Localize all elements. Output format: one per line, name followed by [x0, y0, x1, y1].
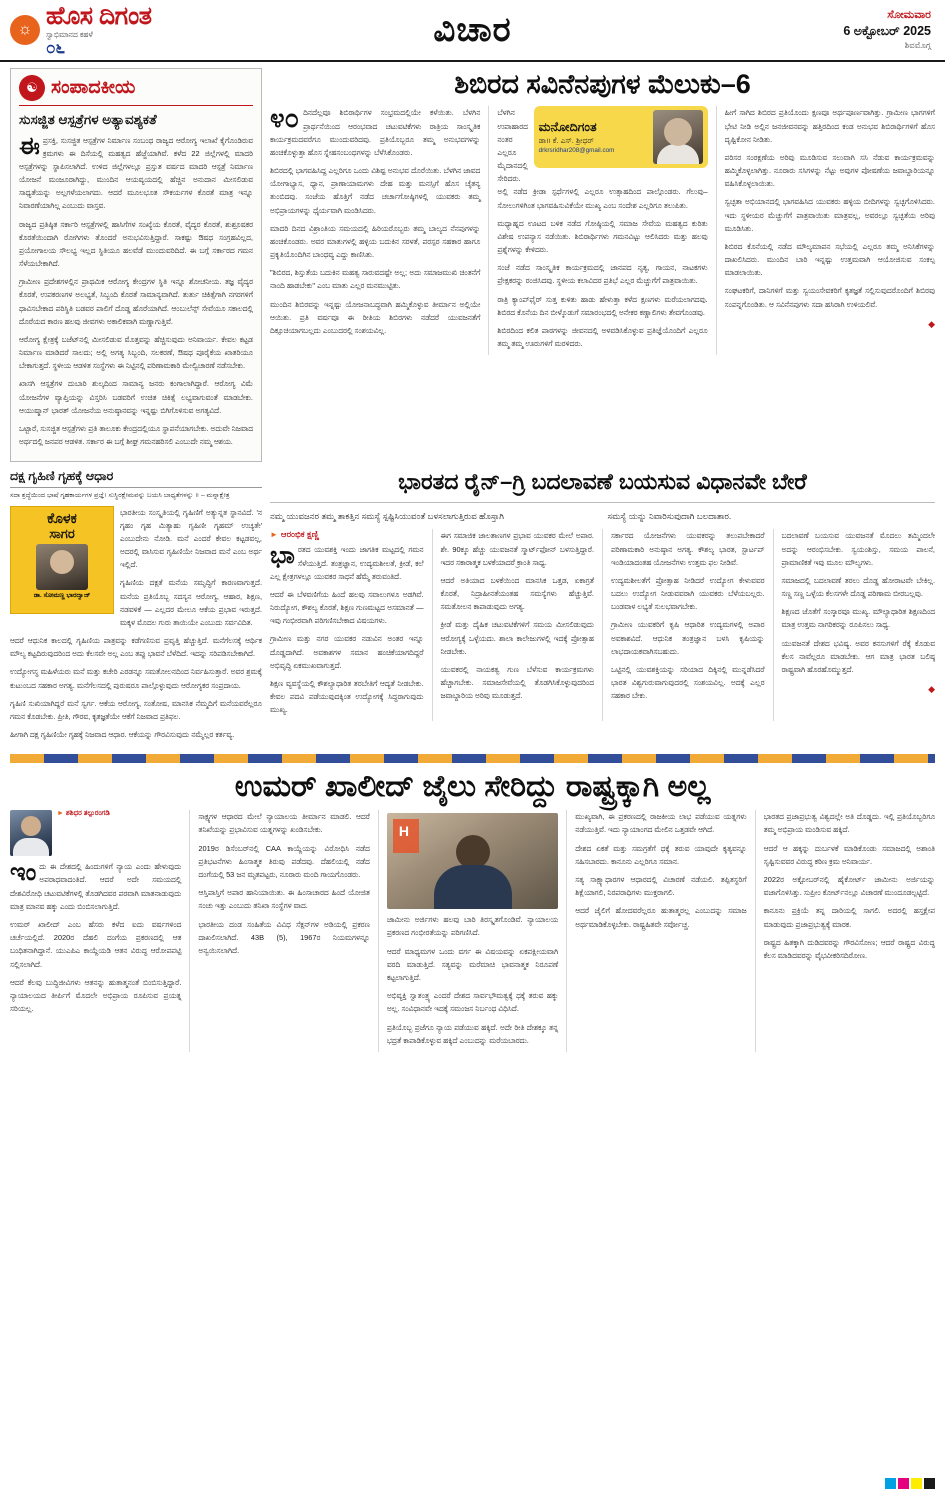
mid-story-subhead [270, 529, 424, 540]
mid-story-subhead-label: ಆರಂಭಿಕ ಕ್ಷಣ್ಣಿ [280, 529, 319, 540]
editorial-column [10, 68, 262, 462]
lead-para: ಶಿಬಿರದಲ್ಲಿ ಭಾಗವಹಿಸಿದ್ದ ಎಲ್ಲರಿಗೂ ಒಂದು ವಿಶಿಷ್ಟ ಅನುಭವ ದೊರೆಯಿತು. ಬೆಳಗಿನ ಜಾವದ ಯೋಗಾಭ್ಯಾಸ, ಧ್ಯಾನ, ಪ್ರಾಣಾಯಾಮಗಳು ದೇಹ ಮತ್ತು ಮನಸ್ಸಿಗೆ ಹೊಸ ಚೈತನ್ಯ ತುಂಬಿದವು. ಸಂಜೆಯ ಹೊತ್ತಿಗೆ ನಡೆದ ಚರ್ಚಾಗೋಷ್ಠಿಗಳಲ್ಲಿ ಯುವಕರು ತಮ್ಮ ಅಭಿಪ್ರಾಯಗಳನ್ನು ಧೈರ್ಯವಾಗಿ ಮಂಡಿಸಿದರು. [270, 166, 481, 215]
mid-column-2 [432, 529, 595, 721]
mid-para: ಸಮಾಜದಲ್ಲಿ ಬದಲಾವಣೆ ತರಲು ದೊಡ್ಡ ಹೋರಾಟವೇ ಬೇಕಿಲ್ಲ. ಸಣ್ಣ ಸಣ್ಣ ಒಳ್ಳೆಯ ಕೆಲಸಗಳೇ ದೊಡ್ಡ ಪರಿಣಾಮ ಬೀರಬಲ್ಲವು. [781, 575, 935, 599]
column-para: ಉದ್ಯೋಗಸ್ಥ ಮಹಿಳೆಯರು ಮನೆ ಮತ್ತು ಕಚೇರಿ ಎರಡನ್ನೂ ಸಮತೋಲನದಿಂದ ನಿರ್ವಹಿಸುತ್ತಾರೆ. ಅವರ ಶ್ರಮಕ್ಕೆ ಕುಟುಂಬದ ಸಹಕಾರ ಅಗತ್ಯ. ಮನೆಗೆಲಸದಲ್ಲಿ ಪುರುಷರೂ ಪಾಲ್ಗೊಳ್ಳುವುದು ಆರೋಗ್ಯಕರ ಸಂಪ್ರದಾಯ. [10, 667, 262, 690]
page-body [0, 62, 945, 1052]
columnist-name: ಡಾ. ಸೋಮಣ್ಣ ಭಾರದ್ವಾಜ್ [33, 591, 91, 599]
lead-para: ಶಿಬಿರದ ಕೊನೆಯಲ್ಲಿ ನಡೆದ ಮೌಲ್ಯಮಾಪನ ಸಭೆಯಲ್ಲಿ ಎಲ್ಲರೂ ತಮ್ಮ ಅನಿಸಿಕೆಗಳನ್ನು ದಾಖಲಿಸಿದರು. ಮುಂದಿನ ಬಾರಿ ಇನ್ನಷ್ಟು ಉತ್ತಮವಾಗಿ ಆಯೋಜಿಸುವ ಸಂಕಲ್ಪ ಮಾಡಲಾಯಿತು. [724, 241, 935, 278]
editorial-para: ಒಟ್ಟಾರೆ, ಸುಸಜ್ಜಿತ ಆಸ್ಪತ್ರೆಗಳು ಪ್ರತಿ ತಾಲೂಕು ಕೇಂದ್ರದಲ್ಲಿಯೂ ಸ್ಥಾಪನೆಯಾಗಬೇಕು. ಅದುವೇ ನಿಜವಾದ ಅರ್ಥದಲ್ಲಿ ಜನಪರ ಆಡಳಿತ. ಸರ್ಕಾರ ಈ ಬಗ್ಗೆ ಶೀಘ್ರ ಗಮನಹರಿಸಲಿ ಎಂಬುದೇ ನಮ್ಮ ಆಶಯ. [19, 423, 253, 447]
photo-subject-head [456, 835, 490, 869]
lead-para: ಮುಂದಿನ ಶಿಬಿರವನ್ನು ಇನ್ನಷ್ಟು ಯೋಜನಾಬದ್ಧವಾಗಿ ಹಮ್ಮಿಕೊಳ್ಳುವ ತೀರ್ಮಾನ ಅಲ್ಲಿಯೇ ಆಯಿತು. ಪ್ರತಿ ವರ್ಷವೂ ಈ ರೀತಿಯ ಶಿಬಿರಗಳು ನಡೆದರೆ ಯುವಜನತೆಗೆ ದಿಕ್ಸೂಚಿಯಾಗಬಲ್ಲದು ಎಂಬುದರಲ್ಲಿ ಸಂಶಯವಿಲ್ಲ. [270, 299, 481, 335]
column-para: ಗೃಹಿಣಿಯ ದಕ್ಷತೆ ಮನೆಯ ಸಮೃದ್ಧಿಗೆ ಕಾರಣವಾಗುತ್ತದೆ. ಮನೆಯ ಪ್ರತಿಯೊಬ್ಬ ಸದಸ್ಯನ ಆರೋಗ್ಯ, ಆಹಾರ, ಶಿಕ್ಷಣ, ನಡವಳಿಕೆ — ಎಲ್ಲದರ ಮೇಲೂ ಆಕೆಯ ಪ್ರಭಾವ ಇರುತ್ತದೆ. ಮಕ್ಕಳ ಮೊದಲ ಗುರು ತಾಯಿಯೇ ಎಂಬುದು ಸರ್ವವಿದಿತ. [120, 578, 262, 627]
bottom-para: ರಾಷ್ಟ್ರದ ಹಿತಕ್ಕಾಗಿ ದುಡಿದವರನ್ನು ಗೌರವಿಸೋಣ; ಆದರೆ ರಾಷ್ಟ್ರದ ವಿರುದ್ಧ ಕೆಲಸ ಮಾಡಿದವರನ್ನು ವೈಭವೀಕರಿಸದಿರೋಣ. [763, 937, 936, 960]
column-para: ಗೃಹಿಣಿ ಸುಖಿಯಾಗಿದ್ದರೆ ಮನೆ ಸ್ವರ್ಗ. ಆಕೆಯ ಆರೋಗ್ಯ, ಸಂತೋಷ, ಮಾನಸಿಕ ನೆಮ್ಮದಿಗೆ ಮನೆಯವರೆಲ್ಲರೂ ಗಮನ ಕೊಡಬೇಕು. ಪ್ರೀತಿ, ಗೌರವ, ಕೃತಜ್ಞತೆಯೇ ಆಕೆಗೆ ನಿಜವಾದ ಪ್ರತಿಫಲ. [10, 698, 262, 721]
mid-para: ಗ್ರಾಮೀಣ ಮತ್ತು ನಗರ ಯುವಕರ ನಡುವಿನ ಅಂತರ ಇನ್ನೂ ದೊಡ್ಡದಾಗಿದೆ. ಅವಕಾಶಗಳ ಸಮಾನ ಹಂಚಿಕೆಯಾಗದಿದ್ದರೆ ಅಭಿವೃದ್ಧಿ ಏಕಮುಖವಾಗುತ್ತದೆ. [270, 634, 424, 670]
editorial-para: ಗ್ರಾಮೀಣ ಪ್ರದೇಶಗಳಲ್ಲಿನ ಪ್ರಾಥಮಿಕ ಆರೋಗ್ಯ ಕೇಂದ್ರಗಳ ಸ್ಥಿತಿ ಇನ್ನೂ ಶೋಚನೀಯ. ತಜ್ಞ ವೈದ್ಯರ ಕೊರತೆ, ಉಪಕರಣಗಳ ಅಲಭ್ಯತೆ, ಸಿಬ್ಬಂದಿ ಕೊರತೆ ಸಾಮಾನ್ಯವಾಗಿದೆ. ತುರ್ತು ಚಿಕಿತ್ಸೆಗಾಗಿ ನಗರಗಳಿಗೆ ಧಾವಿಸಬೇಕಾದ ಪರಿಸ್ಥಿತಿ ಬಡವರ ಪಾಲಿಗೆ ದೊಡ್ಡ ಹೊರೆಯಾಗಿದೆ. ಆಂಬುಲೆನ್ಸ್ ಸೇವೆಯೂ ಸಕಾಲದಲ್ಲಿ ದೊರೆಯದ ಕಾರಣ ಹಲವು ಜೀವಗಳು ಅಕಾಲಿಕವಾಗಿ ಮಣ್ಣಾಗುತ್ತಿವೆ. [19, 277, 253, 326]
byline-name [57, 810, 110, 856]
mid-story-intro-right: ಸಮಸ್ಯೆ ಯನ್ನು ನಿವಾರಿಸುವುದಾಗಿ ಬಲದಾತಾರ. [607, 510, 732, 521]
banner-letter: H [398, 823, 409, 840]
author-badge[interactable] [534, 106, 708, 168]
bottom-para: ಜಾಮೀನು ಅರ್ಜಿಗಳು ಹಲವು ಬಾರಿ ತಿರಸ್ಕೃತಗೊಂಡಿವೆ. ನ್ಯಾಯಾಲಯ ಪ್ರಕರಣದ ಗಂಭೀರತೆಯನ್ನು ಪರಿಗಣಿಸಿದೆ. [386, 915, 559, 938]
bottom-headline: ಉಮರ್ ಖಾಲೀದ್ ಜೈಲು ಸೇರಿದ್ದು ರಾಷ್ಟ್ರಕ್ಕಾಗಿ ಅಲ್ಲ [234, 770, 711, 804]
lead-column-3 [716, 106, 935, 355]
editorial-para: ರಾಜ್ಯದ ಪ್ರತಿಷ್ಠಿತ ಸರ್ಕಾರಿ ಆಸ್ಪತ್ರೆಗಳಲ್ಲಿ ಹಾಸಿಗೆಗಳ ಸಂಖ್ಯೆಯ ಕೊರತೆ, ವೈದ್ಯರ ಕೊರತೆ, ಶುಶ್ರೂಷಕರ ಕೊರತೆಯಿಂದಾಗಿ ರೋಗಿಗಳು ತೊಂದರೆ ಅನುಭವಿಸುತ್ತಿದ್ದಾರೆ. ಸಾಕಷ್ಟು ಔಷಧ ಸಂಗ್ರಹವಿಲ್ಲದ, ಪ್ರಯೋಗಾಲಯ ಸೌಲಭ್ಯ ಇಲ್ಲದ ಸ್ಥಿತಿಯೂ ಹಲವೆಡೆ ಮುಂದುವರಿದಿದೆ. ಈ ಬಗ್ಗೆ ಸರ್ಕಾರದ ಗಮನ ಸೆಳೆಯಬೇಕಾಗಿದೆ. [19, 219, 253, 269]
column-article-subtitle: ಸದಾ ಶ್ರದ್ಧೆಯಿಂದ ಭಾಷೆ ಗೃಹಕಾರ್ಯಗಳ ಪ್ರಜ್ಞೆ। ಸುಸ್ಥಿರಕ್ಷೇಮವನ್ನು ಬಯಸಿ ಬಾಧ್ಯತೆಗಳನ್ನು ॥ – ಮನ್ನಾಕ್ಷೇತ್ರ [10, 492, 230, 500]
color-mark-magenta [898, 1478, 909, 1489]
columnist-badge-line1: ಕೊಳಕ [47, 509, 77, 526]
bottom-columns [10, 810, 935, 1052]
mid-story-intro-left: ನಮ್ಮ ಯುವಜನರ ತಮ್ಮ ತಾಕತ್ತಿನ ಸಮಸ್ಯೆ ಸ್ಪಷ್ಟಿಸಿಯುವಂತೆ ಬಳಸಲಾಗುತ್ತಿರುವ ಹೊಸ್ತಾಗಿ [270, 510, 504, 521]
lead-para: ಹೀಗೆ ಸಾಗಿದ ಶಿಬಿರದ ಪ್ರತಿಯೊಂದು ಕ್ಷಣವೂ ಅರ್ಥಪೂರ್ಣವಾಗಿತ್ತು. ಗ್ರಾಮೀಣ ಭಾಗಗಳಿಗೆ ಭೇಟಿ ನೀಡಿ ಅಲ್ಲಿನ ಜನಜೀವನವನ್ನು ಹತ್ತಿರದಿಂದ ಕಂಡ ಅನುಭವ ಶಿಬಿರಾರ್ಥಿಗಳಿಗೆ ಹೊಸ ದೃಷ್ಟಿಕೋನ ನೀಡಿತು. [724, 108, 935, 144]
byline-name-label: ಶಶಿಧರ ತಲ್ಪುರಂಗಡಿ [65, 810, 110, 818]
lead-column-2 [488, 106, 707, 355]
triangle-bullet-icon: ► [57, 810, 64, 818]
mid-para: ಕ್ರೀಡೆ ಮತ್ತು ದೈಹಿಕ ಚಟುವಟಿಕೆಗಳಿಗೆ ಸಮಯ ಮೀಸಲಿಡುವುದು ಆರೋಗ್ಯಕ್ಕೆ ಒಳ್ಳೆಯದು. ಶಾಲಾ ಕಾಲೇಜುಗಳಲ್ಲಿ ಇದಕ್ಕೆ ಪ್ರೋತ್ಸಾಹ ನೀಡಬೇಕು. [440, 620, 594, 656]
mid-para: ಉದ್ಯಮಶೀಲತೆಗೆ ಪ್ರೋತ್ಸಾಹ ನೀಡಿದರೆ ಉದ್ಯೋಗ ಕೇಳುವವರ ಬದಲು ಉದ್ಯೋಗ ನೀಡುವವರಾಗಿ ಯುವಕರು ಬೆಳೆಯಬಲ್ಲರು. ಬಂಡವಾಳ ಲಭ್ಯತೆ ಸುಲಭವಾಗಬೇಕು. [611, 575, 765, 612]
bottom-para: ದೇಶದ ಏಕತೆ ಮತ್ತು ಸಮಗ್ರತೆಗೆ ಧಕ್ಕೆ ತರುವ ಯಾವುದೇ ಕೃತ್ಯವನ್ನೂ ಸಹಿಸಬಾರದು. ಕಾನೂನು ಎಲ್ಲರಿಗೂ ಸಮಾನ. [575, 843, 747, 866]
bottom-para: ಆದರೆ ಕೆಲವು ಬುದ್ಧಿಜೀವಿಗಳು ಆತನನ್ನು ಹುತಾತ್ಮನಂತೆ ಬಿಂಬಿಸುತ್ತಿದ್ದಾರೆ. ನ್ಯಾಯಾಲಯದ ತೀರ್ಪಿಗೆ ಮೊದಲೇ ಅಭಿಪ್ರಾಯ ರೂಪಿಸುವ ಪ್ರಯತ್ನ ಸರಿಯಲ್ಲ. [10, 977, 182, 1014]
logo-title: ಹೊಸ ದಿಗಂತ [46, 1, 152, 30]
author-badge-name: ಮನೋದಿಗಂತ [538, 119, 597, 134]
mid-para: ಆದರೆ ಈ ಬೆಳವಣಿಗೆಯ ಹಿಂದೆ ಹಲವು ಸವಾಲುಗಳೂ ಅಡಗಿವೆ. ನಿರುದ್ಯೋಗ, ಕೌಶಲ್ಯ ಕೊರತೆ, ಶಿಕ್ಷಣ ಗುಣಮಟ್ಟದ ಅಸಮಾನತೆ — ಇವು ಗಂಭೀರವಾಗಿ ಪರಿಗಣಿಸಬೇಕಾದ ವಿಷಯಗಳು. [270, 589, 424, 626]
mid-para: ಭಾರತದ ಯುವಶಕ್ತಿ ಇಂದು ಜಾಗತಿಕ ಮಟ್ಟದಲ್ಲಿ ಗಮನ ಸೆಳೆಯುತ್ತಿದೆ. ತಂತ್ರಜ್ಞಾನ, ಉದ್ಯಮಶೀಲತೆ, ಕ್ರೀಡೆ, ಕಲೆ ಎಲ್ಲ ಕ್ಷೇತ್ರಗಳಲ್ಲೂ ಯುವಕರ ಸಾಧನೆ ಹೆಮ್ಮೆ ತರುವಂತಿದೆ. [270, 542, 424, 581]
triangle-bullet-icon: ► [270, 530, 278, 540]
lead-para: ಸಂಘಟಕರಿಗೆ, ದಾನಿಗಳಿಗೆ ಮತ್ತು ಸ್ವಯಂಸೇವಕರಿಗೆ ಕೃತಜ್ಞತೆ ಸಲ್ಲಿಸುವುದರೊಂದಿಗೆ ಶಿಬಿರವು ಸಂಪನ್ನಗೊಂಡಿತು. ಆ ಸವಿನೆನಪುಗಳು ಸದಾ ಹಸಿರಾಗಿ ಉಳಿಯಲಿವೆ. [724, 286, 935, 309]
mid-story-columns [270, 529, 935, 721]
mid-column-1 [270, 529, 424, 721]
lead-para: ಮಾದರಿ ದಿನದ ವಿಶ್ರಾಂತಿಯ ಸಮಯದಲ್ಲಿ ಹಿರಿಯರೊಬ್ಬರು ತಮ್ಮ ಬಾಲ್ಯದ ನೆನಪುಗಳನ್ನು ಹಂಚಿಕೊಂಡರು. ಅವರ ಮಾತುಗಳಲ್ಲಿ ಹಳ್ಳಿಯ ಬದುಕಿನ ಸರಳತೆ, ಪರಸ್ಪರ ಸಹಕಾರ ಹಾಗೂ ಪ್ರಕೃತಿಯೊಂದಿಗಿನ ಬಾಂಧವ್ಯ ಎದ್ದು ಕಾಣಿಸಿತು. [270, 223, 481, 260]
bottom-para: ಸಾಕ್ಷ್ಯಗಳ ಆಧಾರದ ಮೇಲೆ ನ್ಯಾಯಾಲಯ ತೀರ್ಮಾನ ಮಾಡಲಿ. ಆದರೆ ತನಿಖೆಯನ್ನು ಪ್ರಭಾವಿಸುವ ಯತ್ನಗಳನ್ನು ಖಂಡಿಸಬೇಕು. [198, 812, 370, 835]
top-section [10, 68, 935, 462]
mid-para: ಶಿಕ್ಷಣದ ಜೊತೆಗೆ ಸಂಸ್ಕಾರವೂ ಮುಖ್ಯ. ಮೌಲ್ಯಾಧಾರಿತ ಶಿಕ್ಷಣದಿಂದ ಮಾತ್ರ ಉತ್ತಮ ನಾಗರಿಕರನ್ನು ರೂಪಿಸಲು ಸಾಧ್ಯ. [781, 607, 935, 630]
bottom-para: ಆದರೆ ಮಾಧ್ಯಮಗಳ ಒಂದು ವರ್ಗ ಈ ವಿಷಯವನ್ನು ಏಕಪಕ್ಷೀಯವಾಗಿ ವರದಿ ಮಾಡುತ್ತಿದೆ. ಸತ್ಯವನ್ನು ಮರೆಮಾಚಿ ಭಾವನಾತ್ಮಕ ನಿರೂಪಣೆ ಕಟ್ಟಲಾಗುತ್ತಿದೆ. [386, 946, 559, 982]
decorative-band [10, 754, 935, 763]
bottom-para: ಕಾನೂನು ಪ್ರಕ್ರಿಯೆ ತನ್ನ ದಾರಿಯಲ್ಲಿ ಸಾಗಲಿ. ಅದರಲ್ಲಿ ಹಸ್ತಕ್ಷೇಪ ಮಾಡುವುದು ಪ್ರಜಾಪ್ರಭುತ್ವಕ್ಕೆ ಮಾರಕ. [763, 906, 936, 929]
mid-para: ಗ್ರಾಮೀಣ ಯುವಕರಿಗೆ ಕೃಷಿ ಆಧಾರಿತ ಉದ್ಯಮಗಳಲ್ಲಿ ಅಪಾರ ಅವಕಾಶವಿದೆ. ಆಧುನಿಕ ತಂತ್ರಜ್ಞಾನ ಬಳಸಿ ಕೃಷಿಯನ್ನು ಲಾಭದಾಯಕವಾಗಿಸಬಹುದು. [611, 620, 765, 656]
lead-headline: ಶಿಬಿರದ ಸವಿನೆನಪುಗಳ ಮೆಲುಕು–6 [454, 69, 751, 99]
editorial-para: ಖಾಸಗಿ ಆಸ್ಪತ್ರೆಗಳ ದುಬಾರಿ ಶುಲ್ಕದಿಂದ ಸಾಮಾನ್ಯ ಜನರು ಕಂಗಾಲಾಗಿದ್ದಾರೆ. ಆರೋಗ್ಯ ವಿಮೆ ಯೋಜನೆಗಳ ವ್ಯಾಪ್ತಿಯನ್ನು ವಿಸ್ತರಿಸಿ ಬಡವರಿಗೆ ಉಚಿತ ಚಿಕಿತ್ಸೆ ಲಭ್ಯವಾಗುವಂತೆ ಮಾಡಬೇಕು. ಆಯುಷ್ಮಾನ್ ಭಾರತ್ ಯೋಜನೆಯ ಅನುಷ್ಠಾನವನ್ನು ಇನ್ನಷ್ಟು ಬಿಗಿಗೊಳಿಸುವ ಅಗತ್ಯವಿದೆ. [19, 379, 253, 415]
bottom-column-5 [755, 810, 935, 1052]
author-badge-email[interactable]: drkrsridhar208@gmail.com [538, 146, 615, 154]
editorial-box [10, 68, 262, 462]
column-article-title: ದಕ್ಷ ಗೃಹಿಣಿ ಗೃಹಕ್ಕೆ ಆಧಾರ [10, 469, 262, 488]
columnist-badge-line2: ಸಾಗರ [49, 525, 75, 541]
bottom-para: ಮುಖ್ಯವಾಗಿ, ಈ ಪ್ರಕರಣದಲ್ಲಿ ರಾಜಕೀಯ ಲಾಭ ಪಡೆಯುವ ಯತ್ನಗಳು ನಡೆಯುತ್ತಿವೆ. ಇದು ನ್ಯಾಯಾಂಗದ ಮೇಲಿನ ಒತ್ತಡವೇ ಆಗಿದೆ. [575, 812, 747, 835]
column-article [10, 469, 262, 746]
bottom-column-3 [378, 810, 558, 1052]
byline[interactable] [10, 810, 181, 856]
mid-story [270, 469, 935, 746]
mid-column-4 [773, 529, 936, 721]
dateline-date: 6 ಅಕ್ಟೋಬರ್ 2025 [843, 24, 931, 39]
lead-columns [270, 103, 935, 355]
lead-para: ಶಿಬಿರದಿಂದ ಕಲಿತ ಪಾಠಗಳನ್ನು ಜೀವನದಲ್ಲಿ ಅಳವಡಿಸಿಕೊಳ್ಳುವ ಪ್ರತಿಜ್ಞೆಯೊಂದಿಗೆ ಎಲ್ಲರೂ ತಮ್ಮ ತಮ್ಮ ಊರುಗಳಿಗೆ ಮರಳಿದರು. [497, 325, 708, 349]
mid-para: ಆದರೆ ಅತಿಯಾದ ಬಳಕೆಯಿಂದ ಮಾನಸಿಕ ಒತ್ತಡ, ಏಕಾಗ್ರತೆ ಕೊರತೆ, ನಿದ್ರಾಹೀನತೆಯಂತಹ ಸಮಸ್ಯೆಗಳು ಹೆಚ್ಚುತ್ತಿವೆ. ಸಮತೋಲನ ಕಾಪಾಡುವುದು ಅಗತ್ಯ. [440, 575, 594, 612]
drop-numeral: ೪೦ [270, 103, 300, 134]
photo-subject-body [434, 865, 512, 909]
color-mark-cyan [885, 1478, 896, 1489]
bottom-column-1 [10, 810, 181, 1052]
logo-subtitle: ಸ್ವಾಭಿಮಾನದ ಕಹಳೆ [46, 29, 93, 39]
lamp-emblem-icon: ☯ [19, 75, 45, 101]
bottom-para: ಇಂದು ಈ ದೇಶದಲ್ಲಿ ಹಿಂದುಗಳಿಗೆ ನ್ಯಾಯ ಎಂದು ಹೇಳುವುದು ಅಪರಾಧವಾದಂತಿದೆ. ಆದರೆ ಅದೇ ಸಮಯದಲ್ಲಿ ದೇಶವಿರೋಧಿ ಚಟುವಟಿಕೆಗಳಲ್ಲಿ ತೊಡಗಿದವರ ಪರವಾಗಿ ಮಾತನಾಡುವುದು ಮಾತ್ರ ಮಾನವ ಹಕ್ಕು ಎಂದು ಬಿಂಬಿಸಲಾಗುತ್ತಿದೆ. [10, 859, 182, 911]
editorial-header [19, 75, 253, 106]
mid-para: ಒಟ್ಟಿನಲ್ಲಿ ಯುವಶಕ್ತಿಯನ್ನು ಸರಿಯಾದ ದಿಕ್ಕಿನಲ್ಲಿ ಮುನ್ನಡೆಸಿದರೆ ಭಾರತ ವಿಶ್ವಗುರುವಾಗುವುದರಲ್ಲಿ ಸಂಶಯವಿಲ್ಲ. ಅದಕ್ಕೆ ಎಲ್ಲರ ಸಹಕಾರ ಬೇಕು. [611, 664, 765, 701]
lead-para: ಬೆಳಗಿನ ಉಪಾಹಾರದ ನಂತರ ಎಲ್ಲರೂ ಮೈದಾನದಲ್ಲಿ ಸೇರಿದರು. ಅಲ್ಲಿ ನಡೆದ ಕ್ರೀಡಾ ಸ್ಪರ್ಧೆಗಳಲ್ಲಿ ಎಲ್ಲರೂ ಉತ್ಸಾಹದಿಂದ ಪಾಲ್ಗೊಂಡರು. ಗೆಲುವು–ಸೋಲುಗಳಿಗಿಂತ ಭಾಗವಹಿಸುವಿಕೆಯೇ ಮುಖ್ಯ ಎಂಬ ಸಂದೇಶ ಎಲ್ಲರಿಗೂ ತಲುಪಿತು. [497, 108, 708, 210]
bottom-para: ಅಭಿವ್ಯಕ್ತಿ ಸ್ವಾತಂತ್ರ್ಯ ಎಂದರೆ ದೇಶದ ಸಾರ್ವಭೌಮತ್ವಕ್ಕೆ ಧಕ್ಕೆ ತರುವ ಹಕ್ಕು ಅಲ್ಲ. ಸಂವಿಧಾನವೇ ಇದಕ್ಕೆ ಸಮಂಜಸ ನಿರ್ಬಂಧ ವಿಧಿಸಿದೆ. [386, 991, 559, 1014]
lead-para: ಸ್ವಚ್ಛತಾ ಅಭಿಯಾನದಲ್ಲಿ ಭಾಗವಹಿಸಿದ ಯುವಕರು ಹಳ್ಳಿಯ ಬೀದಿಗಳನ್ನು ಸ್ವಚ್ಛಗೊಳಿಸಿದರು. ಇದು ಸ್ಥಳೀಯರ ಮೆಚ್ಚುಗೆಗೆ ಪಾತ್ರವಾಯಿತು ಮಾತ್ರವಲ್ಲ, ಅವರಲ್ಲೂ ಸ್ವಚ್ಛತೆಯ ಅರಿವು ಮೂಡಿಸಿತು. [724, 197, 935, 233]
mid-para: ಯುವಜನತೆ ದೇಶದ ಭವಿಷ್ಯ. ಅವರ ಕನಸುಗಳಿಗೆ ರೆಕ್ಕೆ ಕೊಡುವ ಕೆಲಸ ನಾವೆಲ್ಲರೂ ಮಾಡಬೇಕು. ಆಗ ಮಾತ್ರ ಭಾರತ ಬಲಿಷ್ಠ ರಾಷ್ಟ್ರವಾಗಿ ಹೊರಹೊಮ್ಮುತ್ತದೆ. [781, 638, 935, 674]
lead-para: ರಾತ್ರಿ ಕ್ಯಾಂಪ್‌ಫೈರ್ ಸುತ್ತ ಕುಳಿತು ಹಾಡು ಹೇಳುತ್ತಾ ಕಳೆದ ಕ್ಷಣಗಳು ಮರೆಯಲಾಗದವು. ಶಿಬಿರದ ಕೊನೆಯ ದಿನ ಬೀಳ್ಕೊಡುಗೆ ಸಮಾರಂಭದಲ್ಲಿ ಅನೇಕರ ಕಣ್ಣಾಲಿಗಳು ತೇವಗೊಂಡವು. [497, 294, 708, 317]
bottom-para: ಆಸ್ತಿಪಾಸ್ತಿಗೆ ಅಪಾರ ಹಾನಿಯಾಯಿತು. ಈ ಹಿಂಸಾಚಾರದ ಹಿಂದೆ ಯೋಜಿತ ಸಂಚು ಇತ್ತು ಎಂಬುದು ತನಿಖಾ ಸಂಸ್ಥೆಗಳ ವಾದ. [198, 888, 370, 911]
byline-portrait [10, 810, 52, 856]
lead-para: ಮಧ್ಯಾಹ್ನದ ಊಟದ ಬಳಿಕ ನಡೆದ ಗೋಷ್ಠಿಯಲ್ಲಿ ಸಮಾಜ ಸೇವೆಯ ಮಹತ್ವದ ಕುರಿತು ವಿಶೇಷ ಉಪನ್ಯಾಸ ನಡೆಯಿತು. ಶಿಬಿರಾರ್ಥಿಗಳು ಗಮನವಿಟ್ಟು ಆಲಿಸಿದರು ಮತ್ತು ಹಲವು ಪ್ರಶ್ನೆಗಳನ್ನು ಕೇಳಿದರು. [497, 218, 708, 255]
bottom-para: 2022ರ ಅಕ್ಟೋಬರ್‌ನಲ್ಲಿ ಹೈಕೋರ್ಟ್ ಜಾಮೀನು ಅರ್ಜಿಯನ್ನು ವಜಾಗೊಳಿಸಿತ್ತು. ಸುಪ್ರೀಂ ಕೋರ್ಟ್‌ನಲ್ಲೂ ವಿಚಾರಣೆ ಮುಂದೂಡಲ್ಪಟ್ಟಿದೆ. [763, 874, 936, 898]
column-para: ಆದರೆ ಆಧುನಿಕ ಕಾಲದಲ್ಲಿ ಗೃಹಿಣಿಯ ಪಾತ್ರವನ್ನು ಕಡೆಗಣಿಸುವ ಪ್ರವೃತ್ತಿ ಹೆಚ್ಚುತ್ತಿದೆ. ಮನೆಗೆಲಸಕ್ಕೆ ಆರ್ಥಿಕ ಮೌಲ್ಯ ಕಟ್ಟದಿರುವುದರಿಂದ ಅದು ಕೆಲಸವೇ ಅಲ್ಲ ಎಂಬ ತಪ್ಪು ಭಾವನೆ ಬೆಳೆದಿದೆ. ಇದನ್ನು ಸರಿಪಡಿಸಬೇಕಾಗಿದೆ. [10, 636, 262, 659]
lead-story [270, 68, 935, 462]
editorial-para: ಈಪ್ರಸಕ್ತಿ, ಸುಸಜ್ಜಿತ ಆಸ್ಪತ್ರೆಗಳ ನಿರ್ಮಾಣ ಸಂಬಂಧ ರಾಜ್ಯದ ಆರೋಗ್ಯ ಇಲಾಖೆ ಕೈಗೊಂಡಿರುವ ಕ್ರಮಗಳು ಈ ದಿಸೆಯಲ್ಲಿ ಮಹತ್ವದ ಹೆಜ್ಜೆಯಾಗಿವೆ. ಕಳೆದ 22 ಜಿಲ್ಲೆಗಳಲ್ಲಿ ಮಾದರಿ ಆಸ್ಪತ್ರೆಗಳನ್ನು ಸ್ಥಾಪಿಸಲಾಗಿದೆ. ಉಳಿದ ಜಿಲ್ಲೆಗಳಲ್ಲೂ ಪ್ರಸ್ತುತ ವರ್ಷದ ಮಾದರಿ ಆಸ್ಪತ್ರೆ ನಿರ್ಮಾಣ ಯೋಜನೆ ಮಂಜೂರಾಗಿದ್ದು, ಮುಂದಿನ ಆಯವ್ಯಯದಲ್ಲಿ ಹೆಚ್ಚಿನ ಅನುದಾನ ಮೀಸಲಿಡುವ ಸಾಧ್ಯತೆಯನ್ನು ಅಲ್ಲಗಳೆಯಲಾಗದು. ಆದರೆ ಮೂಲಭೂತ ಸೌಕರ್ಯಗಳ ಕೊರತೆ ಮಾತ್ರ ಇನ್ನೂ ನಿವಾರಣೆಯಾಗಿಲ್ಲ ಎಂಬುದು ವಾಸ್ತವ. [19, 132, 253, 211]
end-diamond-icon: ◆ [928, 684, 935, 695]
columnist-badge[interactable] [10, 506, 114, 614]
dateline-day: ಸೋಮವಾರ [887, 9, 931, 22]
dateline-place: ಶಿವಮೊಗ್ಗ [904, 40, 931, 51]
color-mark-black [924, 1478, 935, 1489]
editorial-para: ಆರೋಗ್ಯ ಕ್ಷೇತ್ರಕ್ಕೆ ಬಜೆಟ್‌ನಲ್ಲಿ ಮೀಸಲಿಡುವ ಮೊತ್ತವನ್ನು ಹೆಚ್ಚಿಸುವುದು ಅನಿವಾರ್ಯ. ಕೇವಲ ಕಟ್ಟಡ ನಿರ್ಮಾಣ ಮಾಡಿದರೆ ಸಾಲದು; ಅಲ್ಲಿ ಅಗತ್ಯ ಸಿಬ್ಬಂದಿ, ಸಲಕರಣೆ, ಔಷಧ ಪೂರೈಕೆಯ ಖಾತರಿಯೂ ಬೇಕಾಗುತ್ತದೆ. ಸ್ಥಳೀಯ ಆಡಳಿತ ಸಂಸ್ಥೆಗಳು ಈ ನಿಟ್ಟಿನಲ್ಲಿ ಪರಿಣಾಮಕಾರಿ ಮೇಲ್ವಿಚಾರಣೆ ನಡೆಸಬೇಕು. [19, 334, 253, 371]
mid-para: ಯುವಕರಲ್ಲಿ ನಾಯಕತ್ವ ಗುಣ ಬೆಳೆಸುವ ಕಾರ್ಯಕ್ರಮಗಳು ಹೆಚ್ಚಾಗಬೇಕು. ಸಮಾಜಸೇವೆಯಲ್ಲಿ ತೊಡಗಿಸಿಕೊಳ್ಳುವುದರಿಂದ ಜವಾಬ್ದಾರಿಯ ಅರಿವು ಮೂಡುತ್ತದೆ. [440, 664, 594, 701]
bottom-para: ಸತ್ಯ ಸಾಕ್ಷ್ಯಾಧಾರಗಳ ಆಧಾರದಲ್ಲಿ ವಿಚಾರಣೆ ನಡೆಯಲಿ. ತಪ್ಪಿತಸ್ಥರಿಗೆ ಶಿಕ್ಷೆಯಾಗಲಿ, ನಿರಪರಾಧಿಗಳು ಮುಕ್ತರಾಗಲಿ. [575, 874, 747, 898]
print-color-registration-marks [885, 1478, 935, 1489]
bottom-para: ಆದರೆ ಆ ಹಕ್ಕನ್ನು ದುರ್ಬಳಕೆ ಮಾಡಿಕೊಂಡು ಸಮಾಜದಲ್ಲಿ ಅಶಾಂತಿ ಸೃಷ್ಟಿಸುವವರ ವಿರುದ್ಧ ಕಠಿಣ ಕ್ರಮ ಅನಿವಾರ್ಯ. [763, 843, 936, 866]
mid-para: ಶಿಕ್ಷಣ ವ್ಯವಸ್ಥೆಯಲ್ಲಿ ಕೌಶಲ್ಯಾಧಾರಿತ ತರಬೇತಿಗೆ ಆದ್ಯತೆ ನೀಡಬೇಕು. ಕೇವಲ ಪದವಿ ಪಡೆಯುವುದಕ್ಕಿಂತ ಉದ್ಯೋಗಕ್ಕೆ ಸಿದ್ಧರಾಗುವುದು ಮುಖ್ಯ. [270, 678, 424, 715]
column-para: ಭಾರತೀಯ ಸಂಸ್ಕೃತಿಯಲ್ಲಿ ಗೃಹಿಣಿಗೆ ಅತ್ಯುನ್ನತ ಸ್ಥಾನವಿದೆ. 'ನ ಗೃಹಂ ಗೃಹ ಮಿತ್ಯಾಹು ಗೃಹಿಣೀ ಗೃಹಮ್ ಉಚ್ಯತೇ' ಎಂಬುದೇನು ನೋಡಿ. ಮನೆ ಎಂದರೆ ಕೇವಲ ಕಟ್ಟಡವಲ್ಲ, ಅದರಲ್ಲಿ ವಾಸಿಸುವ ಗೃಹಿಣಿಯೇ ನಿಜವಾದ ಮನೆ ಎಂಬ ಅರ್ಥ ಇಲ್ಲಿದೆ. [120, 507, 262, 570]
mid-para: ಬದಲಾವಣೆ ಬಯಸುವ ಯುವಜನತೆ ಮೊದಲು ತಮ್ಮಿಂದಲೇ ಅದನ್ನು ಆರಂಭಿಸಬೇಕು. ಸ್ವಯಂಶಿಸ್ತು, ಸಮಯ ಪಾಲನೆ, ಪ್ರಾಮಾಣಿಕತೆ ಇವು ಮೂಲ ಮೌಲ್ಯಗಳು. [781, 531, 935, 567]
mid-para: ಈಗ ಸಮಾಜಿಕ ಜಾಲತಾಣಗಳ ಪ್ರಭಾವ ಯುವಕರ ಮೇಲೆ ಅಪಾರ. ಶೇ. 90ಕ್ಕೂ ಹೆಚ್ಚು ಯುವಜನತೆ ಸ್ಮಾರ್ಟ್‌ಫೋನ್ ಬಳಸುತ್ತಿದ್ದಾರೆ. ಇದರ ಸಕಾರಾತ್ಮಕ ಬಳಕೆಯಾದರೆ ಕ್ರಾಂತಿ ಸಾಧ್ಯ. [440, 531, 594, 567]
logo-edition-number: ೦೬ [46, 38, 66, 58]
lead-column-1 [270, 103, 481, 355]
bottom-para: ಆದರೆ ಜೈಲಿಗೆ ಹೋದವರೆಲ್ಲರೂ ಹುತಾತ್ಮರಲ್ಲ ಎಂಬುದನ್ನು ಸಮಾಜ ಅರ್ಥಮಾಡಿಕೊಳ್ಳಬೇಕು. ರಾಷ್ಟ್ರಹಿತವೇ ಸರ್ವೋಚ್ಚ. [575, 906, 747, 929]
bottom-column-4 [566, 810, 746, 1052]
bottom-column-2 [189, 810, 369, 1052]
mid-story-headline: ಭಾರತದ ರೈನ್–ಗ್ರಿ ಬದಲಾವಣೆ ಬಯಸುವ ವಿಧಾನವೇ ಬೇರೆ [270, 469, 935, 502]
author-portrait [653, 110, 703, 164]
bottom-para: ಪ್ರತಿಯೊಬ್ಬ ಪ್ರಜೆಗೂ ನ್ಯಾಯ ಪಡೆಯುವ ಹಕ್ಕಿದೆ. ಅದೇ ರೀತಿ ದೇಶಕ್ಕೂ ತನ್ನ ಭದ್ರತೆ ಕಾಪಾಡಿಕೊಳ್ಳುವ ಹಕ್ಕಿದೆ ಎಂಬುದನ್ನು ಮರೆಯಬಾರದು. [386, 1022, 559, 1045]
bottom-para: ಉಮರ್ ಖಾಲೀದ್ ಎಂಬ ಹೆಸರು ಕಳೆದ ಐದು ವರ್ಷಗಳಿಂದ ಚರ್ಚೆಯಲ್ಲಿದೆ. 2020ರ ದೆಹಲಿ ದಂಗೆಯ ಪ್ರಕರಣದಲ್ಲಿ ಆತ ಬಂಧಿತನಾಗಿದ್ದಾನೆ. ಯುಎಪಿಎ ಕಾಯ್ದೆಯಡಿ ಆತನ ವಿರುದ್ಧ ಆರೋಪಪಟ್ಟಿ ಸಲ್ಲಿಸಲಾಗಿದೆ. [10, 919, 182, 969]
color-mark-yellow [911, 1478, 922, 1489]
editorial-body [19, 134, 253, 449]
mid-column-3 [602, 529, 765, 721]
lead-para: ಪರಿಸರ ಸಂರಕ್ಷಣೆಯ ಅರಿವು ಮೂಡಿಸುವ ಸಲುವಾಗಿ ಸಸಿ ನೆಡುವ ಕಾರ್ಯಕ್ರಮವನ್ನು ಹಮ್ಮಿಕೊಳ್ಳಲಾಗಿತ್ತು. ನೂರಾರು ಸಸಿಗಳನ್ನು ನೆಟ್ಟು ಅವುಗಳ ಪೋಷಣೆಯ ಜವಾಬ್ದಾರಿಯನ್ನೂ ವಹಿಸಿಕೊಳ್ಳಲಾಯಿತು. [724, 152, 935, 189]
bottom-para: ಭಾರತೀಯ ದಂಡ ಸಂಹಿತೆಯ ವಿವಿಧ ಸೆಕ್ಷನ್‌ಗಳ ಅಡಿಯಲ್ಲಿ ಪ್ರಕರಣ ದಾಖಲಿಸಲಾಗಿದೆ. 43B (5), 1967ರ ನಿಯಮಗಳನ್ನೂ ಅನ್ವಯಿಸಲಾಗಿದೆ. [198, 919, 370, 955]
masthead-dateline [843, 8, 935, 51]
lead-para: ಸಂಜೆ ನಡೆದ ಸಾಂಸ್ಕೃತಿಕ ಕಾರ್ಯಕ್ರಮದಲ್ಲಿ ಜಾನಪದ ನೃತ್ಯ, ಗಾಯನ, ನಾಟಕಗಳು ಪ್ರೇಕ್ಷಕರನ್ನು ರಂಜಿಸಿದವು. ಸ್ಥಳೀಯ ಕಲಾವಿದರ ಪ್ರತಿಭೆ ಎಲ್ಲರ ಮೆಚ್ಚುಗೆಗೆ ಪಾತ್ರವಾಯಿತು. [497, 263, 708, 286]
page-title: ವಿಚಾರ [433, 10, 512, 49]
author-badge-role: ಡಾ॥ ಕೆ. ಎಸ್. ಶ್ರೀಧರ್ [538, 135, 594, 145]
editorial-header-title: ಸಂಪಾದಕೀಯ [51, 77, 136, 98]
bottom-para: 2019ರ ಡಿಸೆಂಬರ್‌ನಲ್ಲಿ CAA ಕಾಯ್ದೆಯನ್ನು ವಿರೋಧಿಸಿ ನಡೆದ ಪ್ರತಿಭಟನೆಗಳು ಹಿಂಸಾತ್ಮಕ ತಿರುವು ಪಡೆದವು. ದೆಹಲಿಯಲ್ಲಿ ನಡೆದ ದಂಗೆಯಲ್ಲಿ 53 ಜನ ಮೃತಪಟ್ಟರು, ನೂರಾರು ಮಂದಿ ಗಾಯಗೊಂಡರು. [198, 843, 370, 879]
mid-story-intro [270, 509, 935, 524]
lead-para: "ಶಿಬಿರದ, ಶಿಸ್ತುತೆಯ ಬದುಕಿನ ಮಹತ್ವ ಸಾರುವದಷ್ಟೇ ಅಲ್ಲ; ಅದು ಸಮಾಜಮುಖಿ ಚಿಂತನೆಗೆ ನಾಂದಿ ಹಾಡಬೇಕು" ಎಂಬ ಮಾತು ಎಲ್ಲರ ಮನಮುಟ್ಟಿತು. [270, 268, 481, 291]
masthead [0, 0, 945, 62]
bottom-para: ಭಾರತದ ಪ್ರಜಾಪ್ರಭುತ್ವ ವಿಶ್ವದಲ್ಲೇ ಅತಿ ದೊಡ್ಡದು. ಇಲ್ಲಿ ಪ್ರತಿಯೊಬ್ಬರಿಗೂ ತಮ್ಮ ಅಭಿಪ್ರಾಯ ಮಂಡಿಸುವ ಹಕ್ಕಿದೆ. [763, 812, 936, 835]
mid-para: ಸರ್ಕಾರದ ಯೋಜನೆಗಳು ಯುವಕರನ್ನು ತಲುಪಬೇಕಾದರೆ ಪರಿಣಾಮಕಾರಿ ಅನುಷ್ಠಾನ ಅಗತ್ಯ. ಕೌಶಲ್ಯ ಭಾರತ, ಸ್ಟಾರ್ಟಪ್ ಇಂಡಿಯಾದಂತಹ ಯೋಜನೆಗಳು ಉತ್ತಮ ಫಲ ನೀಡಿವೆ. [611, 531, 765, 567]
middle-section [10, 469, 935, 746]
end-diamond-icon: ◆ [928, 318, 935, 329]
columnist-portrait [36, 544, 88, 590]
lead-para: ೪೦ ದಿನದೆಲ್ಲವೂ ಶಿಬಿರಾರ್ಥಿಗಳ ಸಂಭ್ರಮದಲ್ಲಿಯೇ ಕಳೆಯಿತು. ಬೆಳಗಿನ ಪ್ರಾರ್ಥನೆಯಿಂದ ಆರಂಭವಾದ ಚಟುವಟಿಕೆಗಳು ರಾತ್ರಿಯ ಸಾಂಸ್ಕೃತಿಕ ಕಾರ್ಯಕ್ರಮದವರೆಗೂ ಮುಂದುವರಿದವು. ಪ್ರತಿಯೊಬ್ಬರೂ ತಮ್ಮ ಅನುಭವಗಳನ್ನು ಹಂಚಿಕೊಳ್ಳುತ್ತಾ ಹೊಸ ಸ್ನೇಹಸಂಬಂಧಗಳನ್ನು ಬೆಳೆಸಿಕೊಂಡರು. [270, 103, 481, 157]
umar-khalid-photo [387, 813, 558, 909]
sun-emblem-icon: ☼ [10, 15, 40, 45]
newspaper-logo[interactable] [10, 1, 240, 58]
column-para: ಹೀಗಾಗಿ ದಕ್ಷ ಗೃಹಿಣಿಯೇ ಗೃಹಕ್ಕೆ ನಿಜವಾದ ಆಧಾರ. ಆಕೆಯನ್ನು ಗೌರವಿಸುವುದು ನಮ್ಮೆಲ್ಲರ ಕರ್ತವ್ಯ. [10, 730, 235, 740]
editorial-title: ಸುಸಜ್ಜಿತ ಆಸ್ಪತ್ರೆಗಳ ಅತ್ಯಾವಶ್ಯಕತೆ [19, 112, 157, 127]
